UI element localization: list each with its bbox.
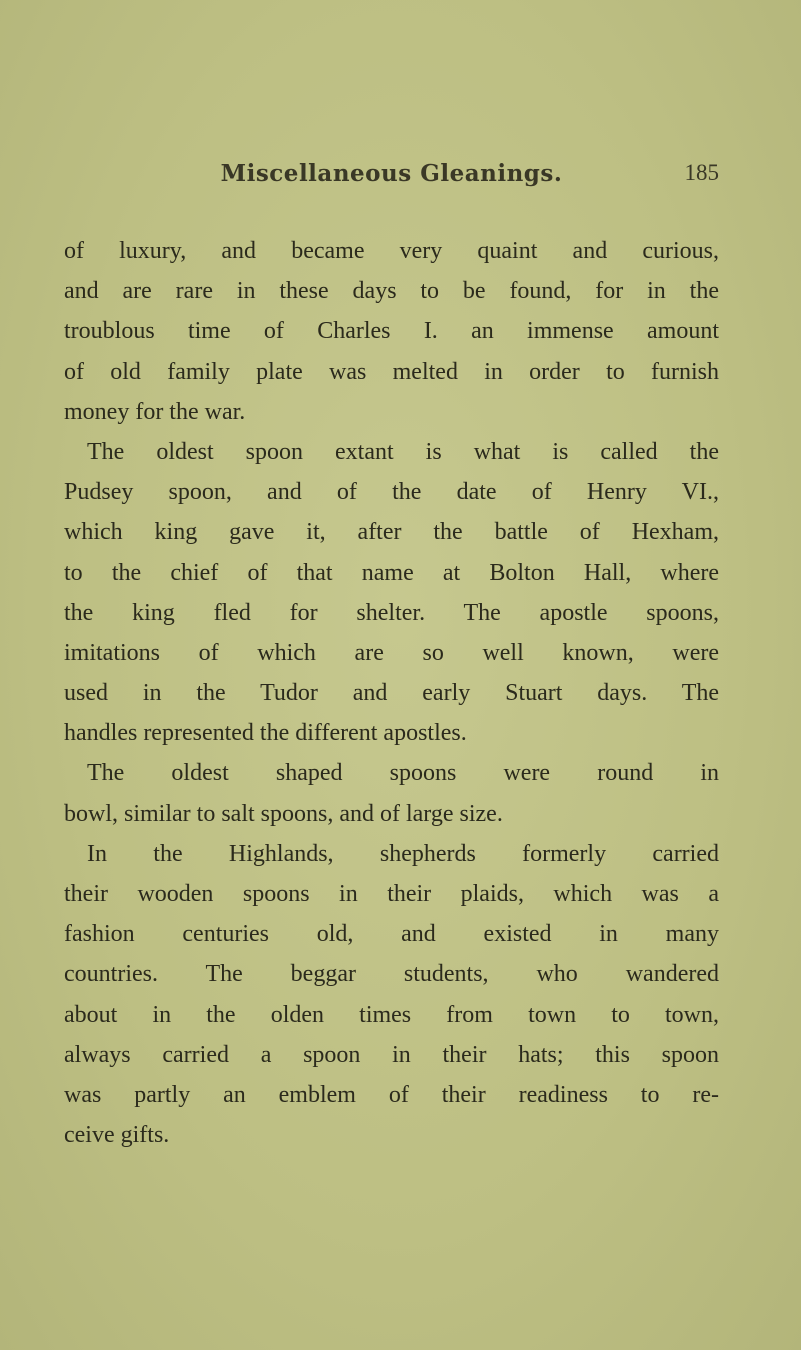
text-line: handles represented the different apostles.	[64, 720, 467, 747]
text-line: The oldest shaped spoons were round in	[87, 760, 719, 787]
text-line: ceive gifts.	[64, 1122, 170, 1149]
text-line: to the chief of that name at Bolton Hall, where	[64, 559, 719, 586]
text-line: bowl, similar to salt spoons, and of large size.	[64, 800, 503, 827]
text-line: of luxury, and became very quaint and curious,	[64, 238, 719, 264]
text-line: the king fled for shelter. The apostle spoons,	[64, 599, 719, 626]
text-line: was partly an emblem of their readiness to re-	[64, 1081, 719, 1108]
page-number: 185	[684, 160, 719, 185]
text-line: money for the war.	[64, 398, 246, 425]
text-line: countries. The beggar students, who wandered	[64, 961, 719, 988]
text-line: their wooden spoons in their plaids, which was a	[64, 881, 719, 907]
text-line: used in the Tudor and early Stuart days. The	[64, 680, 719, 707]
text-line: In the Highlands, shepherds formerly carried	[87, 840, 719, 867]
text-line: fashion centuries old, and existed in many	[64, 921, 719, 948]
text-line: and are rare in these days to be found, for in the	[64, 278, 719, 305]
text-line: about in the olden times from town to town,	[64, 1001, 719, 1028]
text-line: of old family plate was melted in order to furnish	[64, 358, 719, 385]
text-line: The oldest spoon extant is what is called the	[87, 438, 719, 465]
text-line: imitations of which are so well known, were	[64, 639, 719, 666]
text-line: which king gave it, after the battle of Hexham,	[64, 519, 719, 546]
body-text	[64, 231, 719, 1155]
text-line: always carried a spoon in their hats; this spoon	[64, 1041, 719, 1068]
running-head	[64, 160, 719, 200]
text-line: troublous time of Charles I. an immense amount	[64, 318, 719, 345]
running-title: Miscellaneous Gleanings.	[220, 160, 563, 187]
text-line: Pudsey spoon, and of the date of Henry VI.,	[64, 479, 719, 506]
